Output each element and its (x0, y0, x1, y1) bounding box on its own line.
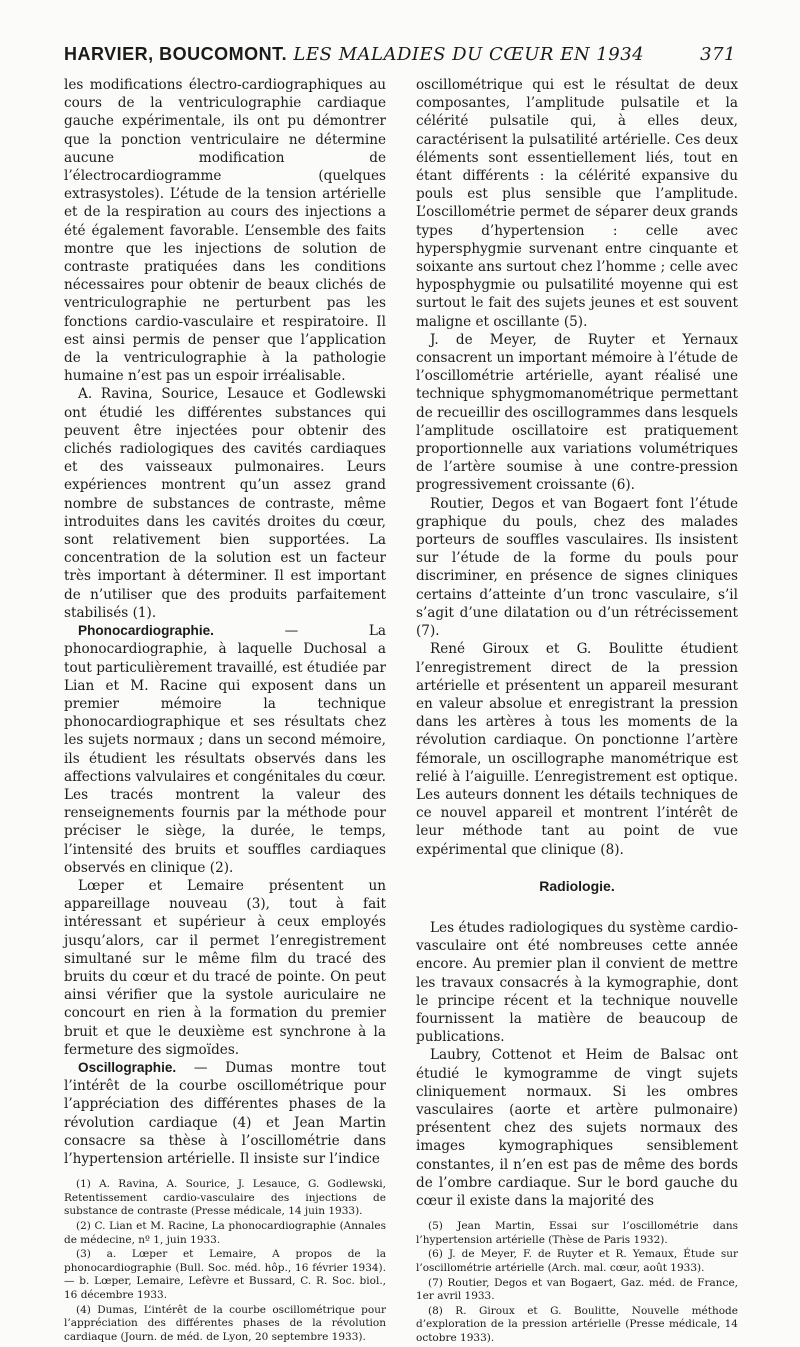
paragraph (64, 1059, 386, 1168)
footnotes (416, 1220, 738, 1345)
paragraph (64, 622, 386, 877)
paragraph: J. de Meyer, de Ruyter et Yernaux consacrent un important mémoire à l’étude de l’oscillométrie artérielle, ayant réalisé une technique sphygmomanométrique permettant de recueillir des oscillogrammes dans lesquels l’amplitude oscillatoire est pratiquement proportionnelle aux variations volumétriques de l’artère soumise à une contre-pression progressivement croissante (6). (416, 331, 738, 494)
paragraph: René Giroux et G. Boulitte étudient l’enregistrement direct de la pression artérielle et présentent un appareil mesurant en valeur absolue et enregistrant la pression dans les artères à tous les moments de la révolution cardiaque. On ponctionne l’artère fémorale, un oscillographe manométrique est relié à l’aiguille. L’enregistrement est optique. Les auteurs donnent les détails techniques de ce nouvel appareil et montrent l’intérêt de leur méthode tant au point de vue expérimental que clinique (8). (416, 641, 738, 858)
paragraph: Laubry, Cottenot et Heim de Balsac ont étudié le kymogramme de vingt sujets cliniquement normaux. Si les ombres vasculaires (aorte et artère pulmonaire) présentent chez des sujets normaux des images kymographiques sensiblement constantes, il n’en est pas de même des bords de l’ombre cardiaque. Sur le bord gauche du cœur il existe dans la majorité des (416, 1047, 738, 1209)
footnote: (7) Routier, Degos et van Bogaert, Gaz. méd. de France, 1er avril 1933. (416, 1276, 738, 1303)
footnote: (8) R. Giroux et G. Boulitte, Nouvelle méthode d’exploration de la pression artérielle (Presse médicale, 14 octobre 1933). (416, 1304, 738, 1344)
paragraph: Routier, Degos et van Bogaert font l’étude graphique du pouls, chez des malades porteurs de souffles vasculaires. Ils insistent sur l’étude de la forme du pouls pour discriminer, en présence de signes cliniques certains d’atteinte d’un tronc vasculaire, s’il s’agit d’une dilatation ou d’un rétrécissement (7). (416, 495, 738, 640)
page-number: 371 (700, 44, 736, 65)
paragraph: Lœper et Lemaire présentent un appareillage nouveau (3), tout à fait intéressant et supérieur à ceux employés jusqu’alors, car il permet l’enregistrement simultané sur le même film du tracé des bruits du cœur et du tracé de pointe. On peut ainsi vérifier que la systole auriculaire ne concourt en rien à la formation du premier bruit et que le deuxième est synchrone à la fermeture des sigmoïdes. (64, 877, 386, 1058)
right-column (416, 76, 738, 1347)
footnotes (64, 1178, 386, 1344)
footnote: (6) J. de Meyer, F. de Ruyter et R. Yemaux, Étude sur l’oscillométrie artérielle (Arch. mal. cœur, août 1933). (416, 1248, 738, 1274)
paragraph: A. Ravina, Sourice, Lesauce et Godlewski ont étudié les différentes substances qui peuvent être injectées pour obtenir des clichés radiologiques des cavités cardiaques et des vaisseaux pulmonaires. Leurs expériences montrent qu’un assez grand nombre de substances de contraste, même introduites dans les cavités droites du cœur, sont relativement bien supportées. La concentration de la solution est un facteur très important à déterminer. Il est important de n’utiliser que des produits parfaitement stabilisés (1). (64, 386, 386, 621)
paragraph: Les études radiologiques du système cardio-vasculaire ont été nombreuses cette année encore. Au premier plan il convient de mettre les travaux consacrés à la kymographie, dont le principe récent et la technique nouvelle fournissent la matière de beaucoup de publications. (416, 919, 738, 1046)
paragraph-text: — Dumas montre tout l’intérêt de la courbe oscillométrique pour l’appréciation des différentes phases de la révolution cardiaque (4) et Jean Martin consacre sa thèse à l’oscillométrie dans l’hypertension artérielle. Il insiste sur l’indice (64, 1059, 386, 1167)
footnote: (3) a. Lœper et Lemaire, A propos de la phonocardiographie (Bull. Soc. méd. hôp., 16 février 1934). — b. Lœper, Lemaire, Lefèvre et Bussard, C. R. Soc. biol., 16 décembre 1933. (64, 1248, 386, 1301)
paragraph: les modifications électro-cardiographiques au cours de la ventriculographie cardiaque gauche expérimentale, ils ont pu démontrer que la ponction ventriculaire ne détermine aucune modification de l’électrocardiogramme (quelques extrasystoles). L’étude de la tension artérielle et de la respiration au cours des injections a été également favorable. L’ensemble des faits montre que les injections de solution de contraste pratiquées dans les conditions nécessaires pour obtenir de beaux clichés de ventriculographie ne perturbent pas les fonctions cardio-vasculaire et respiratoire. Il est ainsi permis de penser que l’application de la ventriculographie à la pathologie humaine n’est pas un espoir irréalisable. (64, 77, 386, 385)
header-authors: HARVIER, BOUCOMONT. (64, 44, 288, 64)
footnote: (5) Jean Martin, Essai sur l’oscillométrie dans l’hypertension artérielle (Thèse de Paris 1932). (416, 1220, 738, 1246)
paragraph-text: — La phonocardiographie, à laquelle Duchosal a tout particulièrement travaillé, est étudiée par Lian et M. Racine qui exposent dans un premier mémoire la technique phonocardiographique et ses résultats chez les sujets normaux ; dans un second mémoire, ils étudient les résultats observés dans les affections valvulaires et congénitales du cœur. Les tracés montrent la valeur des renseignements fournis par la méthode pour préciser le siège, la durée, le temps, l’intensité des bruits et souffles cardiaques observés en clinique (2). (64, 623, 386, 876)
paragraph: oscillométrique qui est le résultat de deux composantes, l’amplitude pulsatile et la célérité pulsatile qui, à elles deux, caractérisent la pulsatilité artérielle. Ces deux éléments sont essentiellement liés, tout en étant différents : la célérité expansive du pouls est plus sensible que l’amplitude. L’oscillométrie permet de séparer deux grands types d’hypertension : celle avec hypersphygmie survenant entre cinquante et soixante ans surtout chez l’homme ; celle avec hyposphygmie ou pulsatilité moyenne qui est surtout le fait des sujets jeunes et est souvent maligne et oscillante (5). (416, 77, 738, 330)
subsection-label: Oscillographie. (78, 1059, 177, 1075)
footnote: (2) C. Lian et M. Racine, La phonocardiographie (Annales de médecine, nº 1, juin 1933. (64, 1219, 386, 1246)
running-header (64, 44, 736, 65)
left-column (64, 76, 386, 1345)
subsection-label: Phonocardiographie. (78, 623, 214, 639)
section-title: Radiologie. (539, 877, 615, 894)
header-title: LES MALADIES DU CŒUR EN 1934 (293, 44, 645, 65)
footnote: (4) Dumas, L’intérêt de la courbe oscillométrique pour l’appréciation des différentes phases de la révolution cardiaque (Journ. de méd. de Lyon, 20 septembre 1933). (64, 1303, 386, 1343)
footnote: (1) A. Ravina, A. Sourice, J. Lesauce, G. Godlewski, Retentissement cardio-vasculaire des injections de substance de contraste (Presse médicale, 14 juin 1933). (64, 1178, 386, 1218)
